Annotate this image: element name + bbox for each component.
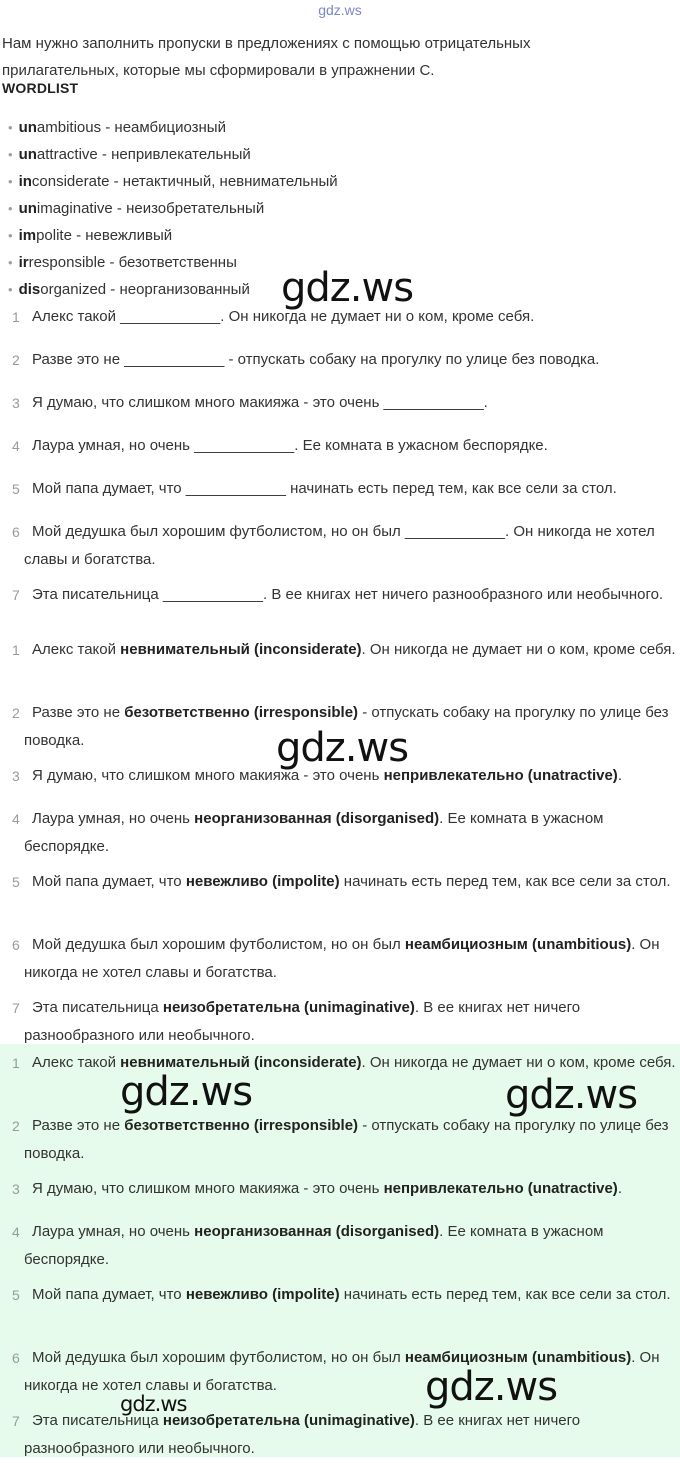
answer-word: неамбициозным (unambitious) xyxy=(404,1349,632,1366)
word-prefix: un xyxy=(18,200,37,217)
answer-sentence xyxy=(0,1218,680,1274)
task-sentence xyxy=(0,475,680,503)
word-rest: ambitious - неамбициозный xyxy=(36,119,226,136)
sentence-end: . xyxy=(617,1180,622,1197)
watermark: gdz.ws xyxy=(276,725,409,771)
word-rest: responsible - безответственны xyxy=(28,254,237,271)
answer-word: невежливо (impolite) xyxy=(185,1286,340,1303)
task-sentence xyxy=(0,518,680,574)
watermark: gdz.ws xyxy=(120,1392,187,1416)
word-rest: polite - невежливый xyxy=(36,227,173,244)
sentence-start: Лаура умная, но очень xyxy=(32,810,195,827)
answer-word: непривлекательно (unatractive) xyxy=(383,1180,618,1197)
bullet-icon: • xyxy=(8,120,13,135)
sentence-start: Эта писательница xyxy=(32,999,163,1016)
item-number: 7 xyxy=(12,1413,20,1429)
sentence-text xyxy=(0,994,680,1050)
bullet-icon: • xyxy=(8,147,13,162)
wordlist-item xyxy=(8,170,338,197)
sentence-end: . Он никогда не думает ни о ком, кроме себя. xyxy=(361,1054,676,1071)
word-prefix: un xyxy=(18,146,37,163)
item-number: 2 xyxy=(12,352,20,368)
sentence-text xyxy=(0,868,680,896)
sentence-start: Эта писательница xyxy=(32,1412,163,1429)
item-number: 4 xyxy=(12,438,20,454)
word-rest: considerate - нетактичный, невнимательный xyxy=(31,173,338,190)
bullet-icon: • xyxy=(8,201,13,216)
word-prefix: im xyxy=(18,227,37,244)
word-rest: organized - неорганизованный xyxy=(40,281,250,298)
sentence-end: . xyxy=(617,767,622,784)
answer-sentence xyxy=(0,994,680,1050)
item-number: 3 xyxy=(12,1181,20,1197)
item-number: 1 xyxy=(12,1055,20,1071)
wordlist-item xyxy=(8,197,338,224)
sentence-start: Эта писательница ____________. В ее книгах нет ничего разнообразного или необычного. xyxy=(32,586,664,603)
item-number: 1 xyxy=(12,642,20,658)
sentence-start: Алекс такой ____________. Он никогда не думает ни о ком, кроме себя. xyxy=(32,308,535,325)
answer-word: невежливо (impolite) xyxy=(185,873,340,890)
sentence-end: - отпускать собаку на прогулку по улице без поводка. xyxy=(24,704,669,749)
word-rest: imaginative - неизобретательный xyxy=(36,200,265,217)
item-number: 5 xyxy=(12,481,20,497)
answer-sentence xyxy=(0,1281,680,1309)
item-number: 2 xyxy=(12,1118,20,1134)
answer-sentence xyxy=(0,636,680,664)
wordlist-item xyxy=(8,116,338,143)
sentence-end: . Ее комната в ужасном беспорядке. xyxy=(24,1223,604,1268)
sentence-text xyxy=(0,1344,680,1400)
item-number: 7 xyxy=(12,587,20,603)
item-number: 6 xyxy=(12,937,20,953)
sentence-text xyxy=(0,518,680,574)
sentence-text xyxy=(0,1218,680,1274)
item-number: 6 xyxy=(12,524,20,540)
word-prefix: dis xyxy=(18,281,41,298)
word-prefix: in xyxy=(18,173,32,190)
sentence-text xyxy=(0,389,680,417)
bullet-icon: • xyxy=(8,282,13,297)
sentence-start: Мой дедушка был хорошим футболистом, но он был xyxy=(32,936,405,953)
sentence-start: Мой папа думает, что ____________ начинать есть перед тем, как все сели за стол. xyxy=(32,480,617,497)
answer-sentence xyxy=(0,1112,680,1168)
answer-sentence xyxy=(0,1344,680,1400)
answer-sentence xyxy=(0,805,680,861)
sentence-start: Алекс такой xyxy=(32,641,121,658)
sentence-text xyxy=(0,432,680,460)
sentence-text xyxy=(0,581,680,609)
sentence-start: Я думаю, что слишком много макияжа - это очень xyxy=(32,767,384,784)
sentence-text xyxy=(0,475,680,503)
sentence-text xyxy=(0,346,680,374)
task-sentence xyxy=(0,346,680,374)
watermark: gdz.ws xyxy=(120,1069,253,1115)
answer-sentence xyxy=(0,1407,680,1463)
sentence-text xyxy=(0,1281,680,1309)
item-number: 5 xyxy=(12,874,20,890)
site-link[interactable]: gdz.ws xyxy=(318,2,362,18)
item-number: 4 xyxy=(12,811,20,827)
sentence-end: . В ее книгах нет ничего разнообразного или необычного. xyxy=(24,999,581,1044)
word-prefix: ir xyxy=(18,254,29,271)
answer-word: неизобретательна (unimaginative) xyxy=(162,1412,415,1429)
sentence-end: начинать есть перед тем, как все сели за стол. xyxy=(339,1286,671,1303)
sentence-end: - отпускать собаку на прогулку по улице без поводка. xyxy=(24,1117,669,1162)
answer-word: неизобретательна (unimaginative) xyxy=(162,999,415,1016)
sentence-text xyxy=(0,1175,680,1203)
bullet-icon: • xyxy=(8,255,13,270)
sentence-start: Разве это не xyxy=(32,704,125,721)
sentence-end: . В ее книгах нет ничего разнообразного или необычного. xyxy=(24,1412,581,1457)
answer-sentence xyxy=(0,868,680,896)
sentence-start: Разве это не ____________ - отпускать собаку на прогулку по улице без поводка. xyxy=(32,351,600,368)
sentence-start: Мой дедушка был хорошим футболистом, но он был xyxy=(32,1349,405,1366)
item-number: 1 xyxy=(12,309,20,325)
watermark: gdz.ws xyxy=(505,1072,638,1118)
sentence-start: Разве это не xyxy=(32,1117,125,1134)
answer-word: неамбициозным (unambitious) xyxy=(404,936,632,953)
sentence-end: . Он никогда не хотел славы и богатства. xyxy=(24,936,660,981)
item-number: 3 xyxy=(12,395,20,411)
sentence-start: Лаура умная, но очень xyxy=(32,1223,195,1240)
item-number: 2 xyxy=(12,705,20,721)
answer-word: неорганизованная (disorganised) xyxy=(194,810,440,827)
task-sentence xyxy=(0,581,680,609)
intro-text: Нам нужно заполнить пропуски в предложениях с помощью отрицательных прилагательных, которые мы сформировали в упражнении С. xyxy=(2,35,531,79)
sentence-end: . Ее комната в ужасном беспорядке. xyxy=(24,810,604,855)
answer-word: неорганизованная (disorganised) xyxy=(194,1223,440,1240)
item-number: 3 xyxy=(12,768,20,784)
wordlist-item xyxy=(8,143,338,170)
sentence-start: Лаура умная, но очень ____________. Ее комната в ужасном беспорядке. xyxy=(32,437,548,454)
answer-word: невнимательный (inconsiderate) xyxy=(120,1054,362,1071)
sentence-text xyxy=(0,1407,680,1463)
answer-word: безответственно (irresponsible) xyxy=(124,1117,359,1134)
sentence-start: Мой папа думает, что xyxy=(32,873,186,890)
sentence-start: Мой дедушка был хорошим футболистом, но он был ____________. Он никогда не хотел славы и богатства. xyxy=(24,523,655,568)
item-number: 5 xyxy=(12,1287,20,1303)
sentence-start: Я думаю, что слишком много макияжа - это очень ____________. xyxy=(32,394,488,411)
sentence-start: Мой папа думает, что xyxy=(32,1286,186,1303)
sentence-text xyxy=(0,636,680,664)
sentence-end: . Он никогда не думает ни о ком, кроме себя. xyxy=(361,641,676,658)
task-sentence xyxy=(0,389,680,417)
sentence-text xyxy=(0,1112,680,1168)
bullet-icon: • xyxy=(8,228,13,243)
bullet-icon: • xyxy=(8,174,13,189)
answer-word: непривлекательно (unatractive) xyxy=(383,767,618,784)
answer-word: невнимательный (inconsiderate) xyxy=(120,641,362,658)
word-rest: attractive - непривлекательный xyxy=(36,146,251,163)
item-number: 7 xyxy=(12,1000,20,1016)
sentence-text xyxy=(0,805,680,861)
sentence-text xyxy=(0,931,680,987)
sentence-start: Я думаю, что слишком много макияжа - это очень xyxy=(32,1180,384,1197)
item-number: 4 xyxy=(12,1224,20,1240)
answer-sentence xyxy=(0,1175,680,1203)
item-number: 6 xyxy=(12,1350,20,1366)
wordlist-item xyxy=(8,224,338,251)
watermark: gdz.ws xyxy=(425,1364,558,1410)
answer-word: безответственно (irresponsible) xyxy=(124,704,359,721)
sentence-end: . Он никогда не хотел славы и богатства. xyxy=(24,1349,660,1394)
answer-sentence xyxy=(0,931,680,987)
word-prefix: un xyxy=(18,119,37,136)
sentence-end: начинать есть перед тем, как все сели за стол. xyxy=(339,873,671,890)
wordlist-title: WORDLIST xyxy=(2,80,79,96)
watermark: gdz.ws xyxy=(281,265,414,311)
sentence-start: Алекс такой xyxy=(32,1054,121,1071)
task-sentence xyxy=(0,432,680,460)
